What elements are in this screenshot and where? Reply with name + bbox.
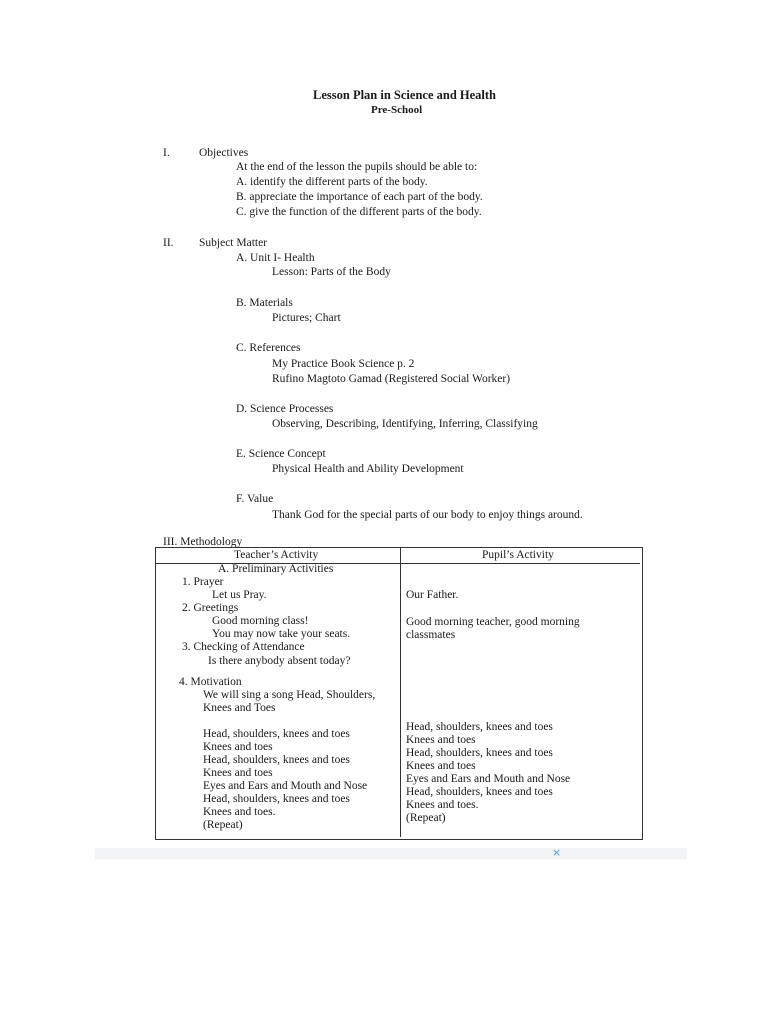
- subject-e-detail: Physical Health and Ability Development: [272, 463, 464, 475]
- subject-e-label: E. Science Concept: [236, 448, 326, 460]
- section-2-number: II.: [163, 237, 174, 249]
- pupil-greet-response: classmates: [406, 629, 456, 641]
- teacher-prayer-line: Let us Pray.: [212, 589, 267, 601]
- pupil-prayer-response: Our Father.: [406, 589, 459, 601]
- section-1-heading: Objectives: [199, 147, 249, 159]
- subject-f-label: F. Value: [236, 493, 274, 505]
- document-title: Lesson Plan in Science and Health: [313, 88, 497, 102]
- objective-item: C. give the function of the different parts of the body.: [236, 206, 482, 218]
- section-3-heading: III. Methodology: [163, 536, 243, 548]
- teacher-motivation-line: We will sing a song Head, Shoulders,: [203, 689, 376, 701]
- teacher-column-header: Teacher’s Activity: [234, 549, 319, 561]
- section-1-number: I.: [163, 147, 170, 159]
- subject-a-label: A. Unit I- Health: [236, 252, 315, 264]
- pupil-song-line: (Repeat): [406, 812, 446, 824]
- teacher-song-line: Knees and toes: [203, 767, 273, 779]
- subject-b-detail: Pictures; Chart: [272, 312, 341, 324]
- subject-d-label: D. Science Processes: [236, 403, 334, 415]
- pupil-song-line: Head, shoulders, knees and toes: [406, 721, 553, 733]
- column-divider: [400, 548, 401, 837]
- teacher-greetings: 2. Greetings: [182, 602, 239, 614]
- objective-item: B. appreciate the importance of each part of the body.: [236, 191, 483, 203]
- teacher-greet-line: Good morning class!: [212, 615, 309, 627]
- section-2-heading: Subject Matter: [199, 237, 268, 249]
- objective-item: A. identify the different parts of the body.: [236, 176, 428, 188]
- teacher-song-line: Head, shoulders, knees and toes: [203, 728, 350, 740]
- subject-b-label: B. Materials: [236, 297, 293, 309]
- ad-banner-strip: [95, 848, 687, 859]
- subject-c-detail: My Practice Book Science p. 2: [272, 358, 415, 370]
- close-icon[interactable]: ×: [552, 846, 562, 859]
- teacher-song-line: Knees and toes: [203, 741, 273, 753]
- teacher-motivation: 4. Motivation: [179, 676, 242, 688]
- pupil-greet-response: Good morning teacher, good morning: [406, 616, 580, 628]
- pupil-song-line: Knees and toes: [406, 734, 476, 746]
- teacher-attendance-question: Is there anybody absent today?: [208, 655, 351, 667]
- pupil-song-line: Head, shoulders, knees and toes: [406, 747, 553, 759]
- teacher-attendance: 3. Checking of Attendance: [182, 641, 305, 653]
- pupil-song-line: Eyes and Ears and Mouth and Nose: [406, 773, 571, 785]
- pupil-song-line: Knees and toes: [406, 760, 476, 772]
- teacher-song-line: (Repeat): [203, 819, 243, 831]
- methodology-table: [155, 547, 643, 840]
- pupil-song-line: Head, shoulders, knees and toes: [406, 786, 553, 798]
- pupil-column-header: Pupil’s Activity: [482, 549, 554, 561]
- pupil-song-line: Knees and toes.: [406, 799, 479, 811]
- teacher-song-line: Knees and toes.: [203, 806, 276, 818]
- teacher-song-line: Eyes and Ears and Mouth and Nose: [203, 780, 368, 792]
- teacher-song-line: Head, shoulders, knees and toes: [203, 754, 350, 766]
- teacher-motivation-line: Knees and Toes: [203, 702, 276, 714]
- teacher-song-line: Head, shoulders, knees and toes: [203, 793, 350, 805]
- preliminary-activities: A. Preliminary Activities: [218, 563, 334, 575]
- teacher-greet-line: You may now take your seats.: [212, 628, 351, 640]
- subject-c-label: C. References: [236, 342, 301, 354]
- document-subtitle: Pre-School: [371, 104, 423, 116]
- subject-a-detail: Lesson: Parts of the Body: [272, 266, 391, 278]
- subject-c-detail: Rufino Magtoto Gamad (Registered Social Worker): [272, 373, 511, 385]
- subject-d-detail: Observing, Describing, Identifying, Inferring, Classifying: [272, 418, 538, 430]
- subject-f-detail: Thank God for the special parts of our body to enjoy things around.: [272, 509, 583, 521]
- teacher-prayer: 1. Prayer: [182, 576, 224, 588]
- objectives-intro: At the end of the lesson the pupils should be able to:: [236, 161, 478, 173]
